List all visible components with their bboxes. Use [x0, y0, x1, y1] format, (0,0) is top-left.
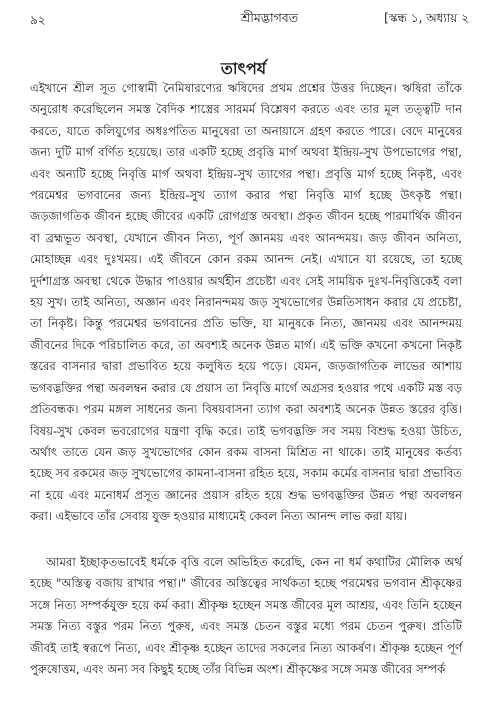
running-header [30, 8, 469, 30]
page-number: ৯২ [30, 13, 46, 27]
purport-paragraph-1: এইখানে শ্রীল সূত গোস্বামী নৈমিষারণ্যের ঋষিদের প্রথম প্রশ্নের উত্তর দিচ্ছেন। ঋষিরা তাঁকে অনুরোধ করেছিলেন সমস্ত বৈদিক শাস্ত্রের সারমর্ম বিশ্লেষণ করতে এবং তার মূল তত্ত্বটি দান করতে, যাতে কলিযুগের অধঃপতিত মানুষেরা তা অনায়াসে গ্রহণ করতে পারে। বেদে মানুষের জন্য দুটি মার্গ বর্ণিত হয়েছে। তার একটি হচ্ছে প্রবৃত্তি মার্গ অথবা ইন্দ্রিয়-সুখ উপভোগের পন্থা, এবং অন্যটি হচ্ছে নিবৃত্তি মার্গ অথবা ইন্দ্রিয়-সুখ ত্যাগের পন্থা। প্রবৃত্তি মার্গ হচ্ছে নিকৃষ্ট, এবং পরমেশ্বর ভগবানের জন্য ইন্দ্রিয়-সুখ ত্যাগ করার পন্থা নিবৃত্তি মার্গ হচ্ছে উৎকৃষ্ট পন্থা। জড়জাগতিক জীবন হচ্ছে জীবের একটি রোগগ্রস্ত অবস্থা। প্রকৃত জীবন হচ্ছে পারমার্থিক জীবন বা ব্রহ্মভূত অবস্থা, যেখানে জীবন নিত্য, পূর্ণ জ্ঞানময় এবং আনন্দময়। জড় জীবন অনিত্য, মোহাচ্ছন্ন এবং দুঃখময়। এই জীবনে কোন রকম আনন্দ নেই। এখানে যা রয়েছে, তা হচ্ছে দুর্দশাগ্রস্ত অবস্থা থেকে উদ্ধার পাওয়ার অর্থহীন প্রচেষ্টা এবং সেই সাময়িক দুঃখ-নিবৃত্তিকেই বলা হয় সুখ। তাই অনিত্য, অজ্ঞান এবং নিরানন্দময় জড় সুখভোগের উন্নতিসাধন করার যে প্রচেষ্টা, তা নিকৃষ্ট। কিন্তু পরমেশ্বর ভগবানের প্রতি ভক্তি, যা মানুষকে নিত্য, জ্ঞানময় এবং আনন্দময় জীবনের দিকে পরিচালিত করে, তা অবশ্যই অনেক উন্নত মার্গ। এই ভক্তি কখনো কখনো নিকৃষ্ট স্তরের বাসনার দ্বারা প্রভাবিত হয়ে কলুষিত হয়ে পড়ে। যেমন, জড়জাগতিক লাভের আশায় ভগবদ্ভক্তির পন্থা অবলম্বন করার যে প্রয়াস তা নিবৃত্তি মার্গে অগ্রসর হওয়ার পথে একটি মস্ত বড় প্রতিবন্ধক। পরম মঙ্গল সাধনের জন্য বিষয়বাসনা ত্যাগ করা অবশ্যই অনেক উন্নত স্তরের বৃত্তি। বিষয়-সুখ কেবল ভবরোগের যন্ত্রণা বৃদ্ধি করে। তাই ভগবদ্ভক্তি সব সময় বিশুদ্ধ হওয়া উচিত, অর্থাৎ তাতে যেন জড় সুখভোগের কোন রকম বাসনা মিশ্রিত না থাকে। তাই মানুষের কর্তব্য হচ্ছে সব রকমের জড় সুখভোগের কামনা-বাসনা রহিত হয়ে, সকাম কর্মের বাসনার দ্বারা প্রভাবিত না হয়ে এবং মনোধর্ম প্রসূত জ্ঞানের প্রয়াস রহিত হয়ে শুদ্ধ ভগবদ্ভক্তির উন্নত পন্থা অবলম্বন করা। এইভাবে তাঁর সেবায় যুক্ত হওয়ার মাধ্যমেই কেবল নিত্য আনন্দ লাভ করা যায়। [30, 81, 462, 524]
purport-paragraph-2: আমরা ইচ্ছাকৃতভাবেই ধর্মকে বৃত্তি বলে অভিহিত করেছি, কেন না ধর্ম কথাটির মৌলিক অর্থ হচ্ছে "অস্তিত্ব বজায় রাখার পন্থা।" জীবের অস্তিত্বের সার্থকতা হচ্ছে পরমেশ্বর ভগবান শ্রীকৃষ্ণের সঙ্গে নিত্য সম্পর্কযুক্ত হয়ে কর্ম করা। শ্রীকৃষ্ণ হচ্ছেন সমস্ত জীবের মূল আশ্রয়, এবং তিনি হচ্ছেন সমস্ত নিত্য বস্তুর পরম নিত্য পুরুষ, এবং সমস্ত চেতন বস্তুর মধ্যে পরম চেতন পুরুষ। প্রতিটি জীবই তাই স্বরূপে নিত্য, এবং শ্রীকৃষ্ণ হচ্ছেন তাদের সকলের নিত্য আকর্ষণ। শ্রীকৃষ্ণ হচ্ছেন পূর্ণ পুরুষোত্তম, এবং অন্য সব কিছুই হচ্ছে তাঁর বিভিন্ন অংশ। শ্রীকৃষ্ণের সঙ্গে সমস্ত জীবের সম্পর্ক [30, 555, 462, 677]
book-title: শ্রীমদ্ভাগবত [240, 10, 299, 25]
section-title: তাৎপর্য [220, 59, 267, 78]
chapter-reference: [স্কন্ধ ১, অধ্যায় ২ [384, 11, 469, 25]
